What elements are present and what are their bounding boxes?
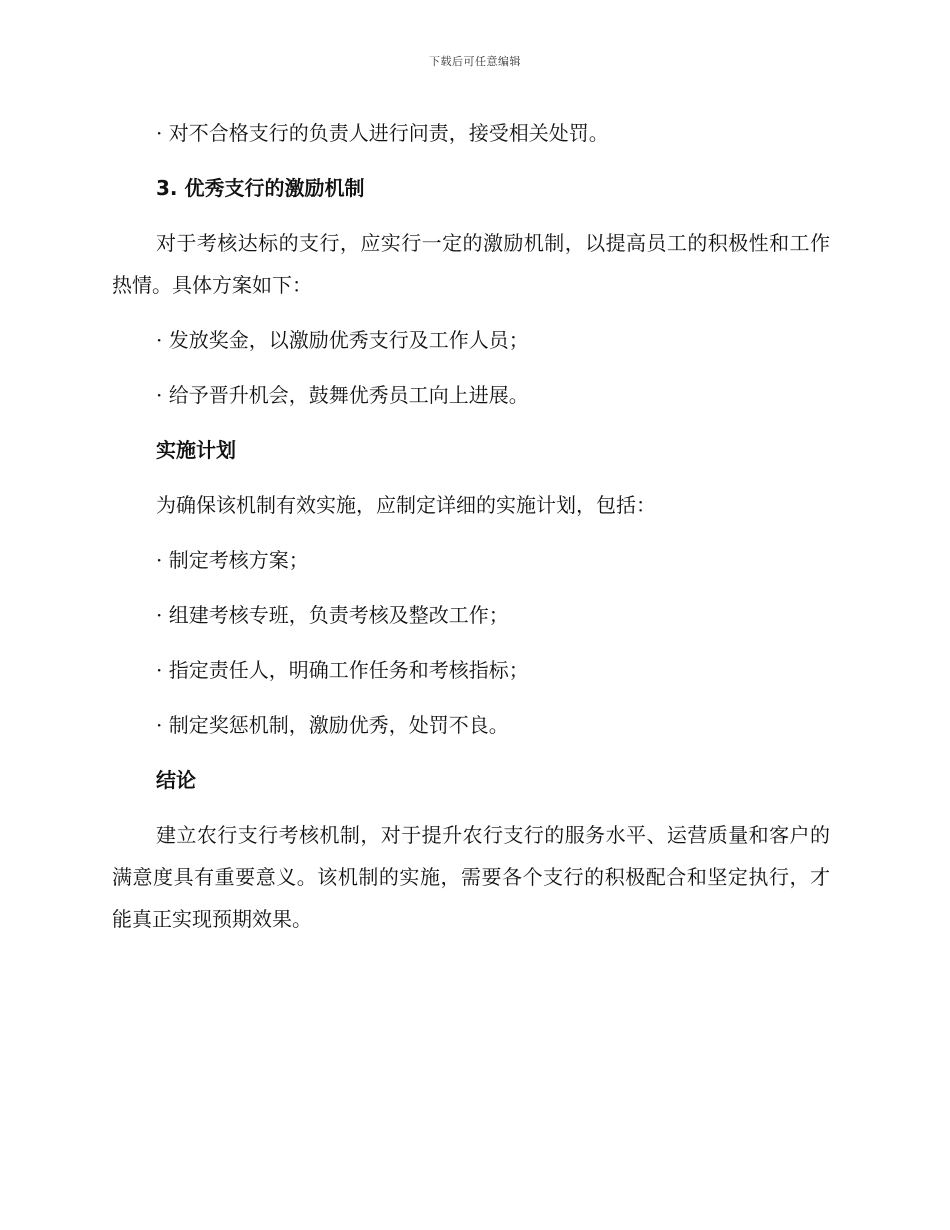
bullet-accountability: · 对不合格支行的负责人进行问责，接受相关处罚。 [156,121,609,145]
list-item: · 组建考核专班，负责考核及整改工作； [156,603,509,627]
list-item: · 发放奖金，以激励优秀支行及工作人员； [156,328,529,352]
section3-heading: 3. 优秀支行的激励机制 [156,176,365,200]
list-item: · 制定奖惩机制，激励优秀，处罚不良。 [156,713,509,737]
section3-paragraph: 对于考核达标的支行，应实行一定的激励机制，以提高员工的积极性和工作热情。具体方案如下： [112,231,830,297]
plan-heading: 实施计划 [156,438,236,462]
document-body [112,112,830,940]
header-note: 下载后可任意编辑 [429,55,521,68]
list-item: · 制定考核方案； [156,548,309,572]
list-item: · 指定责任人，明确工作任务和考核指标； [156,658,529,682]
plan-intro: 为确保该机制有效实施，应制定详细的实施计划，包括： [156,493,656,517]
list-item: · 给予晋升机会，鼓舞优秀员工向上进展。 [156,383,529,407]
conclusion-heading: 结论 [156,768,196,792]
conclusion-paragraph: 建立农行支行考核机制，对于提升农行支行的服务水平、运营质量和客户的满意度具有重要意义。该机制的实施，需要各个支行的积极配合和坚定执行，才能真正实现预期效果。 [112,823,830,931]
